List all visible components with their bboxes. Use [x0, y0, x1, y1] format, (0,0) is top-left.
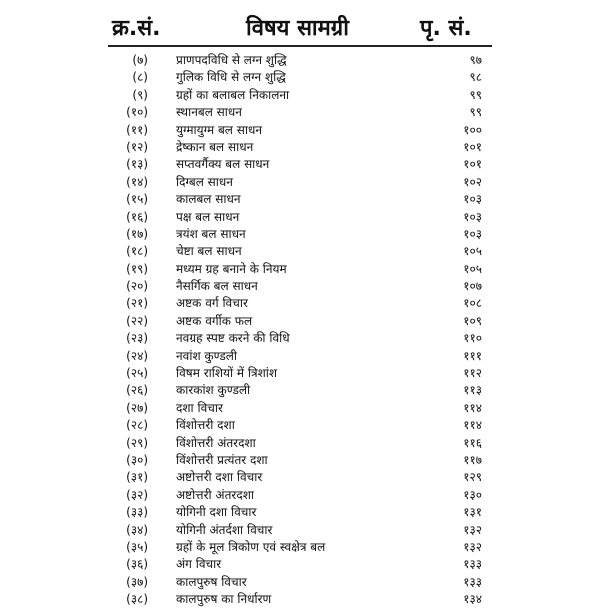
contents-list — [0, 52, 600, 609]
contents-row — [0, 104, 600, 121]
row-serial-number: (११) — [126, 122, 148, 137]
row-topic-title: नैसर्गिक बल साधन — [176, 279, 258, 294]
row-topic-title: विंशोत्तरी दशा — [176, 418, 235, 433]
row-page-number: १०३ — [463, 209, 482, 224]
row-page-number: १३२ — [463, 522, 482, 537]
row-page-number: १३० — [463, 487, 482, 502]
contents-row — [0, 382, 600, 399]
row-page-number: १३३ — [463, 557, 482, 572]
row-serial-number: (१५) — [126, 192, 148, 207]
row-page-number: ११२ — [463, 366, 482, 381]
contents-row — [0, 348, 600, 365]
row-serial-number: (१३) — [126, 157, 148, 172]
row-page-number: १०३ — [463, 192, 482, 207]
contents-row — [0, 400, 600, 417]
row-serial-number: (१६) — [126, 209, 148, 224]
row-topic-title: ग्रहों का बलाबल निकालना — [176, 87, 290, 102]
row-topic-title: नवांश कुण्डली — [176, 348, 237, 363]
row-page-number: १२९ — [463, 470, 482, 485]
row-serial-number: (२९) — [126, 435, 148, 450]
page-number-heading: पृ. सं. — [420, 16, 472, 41]
contents-row — [0, 261, 600, 278]
row-page-number: ११० — [463, 331, 482, 346]
row-topic-title: गुलिक विधि से लग्न शुद्धि — [176, 70, 286, 85]
row-topic-title: दिग्बल साधन — [176, 174, 233, 189]
row-topic-title: विषम राशियों में त्रिशांश — [176, 366, 278, 381]
row-page-number: ९९ — [469, 87, 482, 102]
row-topic-title: दशा विचार — [176, 400, 223, 415]
row-serial-number: (१२) — [126, 139, 148, 154]
row-serial-number: (२७) — [126, 400, 148, 415]
row-page-number: ९९ — [469, 105, 482, 120]
row-serial-number: (२०) — [126, 279, 148, 294]
row-page-number: ९८ — [469, 70, 482, 85]
row-topic-title: अष्टक वर्गीक फल — [176, 313, 253, 328]
row-serial-number: (३०) — [126, 452, 148, 467]
row-page-number: १०७ — [463, 279, 482, 294]
contents-row — [0, 139, 600, 156]
contents-row — [0, 574, 600, 591]
contents-row — [0, 191, 600, 208]
row-topic-title: चेष्टा बल साधन — [176, 244, 242, 259]
contents-row — [0, 556, 600, 573]
row-serial-number: (१४) — [126, 174, 148, 189]
row-topic-title: कालबल साधन — [176, 192, 241, 207]
row-page-number: १०३ — [463, 226, 482, 241]
row-topic-title: स्थानबल साधन — [176, 105, 242, 120]
row-page-number: ९७ — [469, 53, 482, 67]
row-topic-title: ग्रहों के मूल त्रिकोण एवं स्वक्षेत्र बल — [176, 539, 326, 554]
row-serial-number: (३५) — [126, 539, 148, 554]
contents-row — [0, 435, 600, 452]
row-serial-number: (१८) — [126, 244, 148, 259]
row-topic-title: योगिनी दशा विचार — [176, 505, 257, 520]
row-topic-title: योगिनी अंतर्दशा विचार — [176, 522, 273, 537]
header-divider — [108, 45, 492, 47]
contents-row — [0, 365, 600, 382]
row-topic-title: विंशोत्तरी प्रत्यंतर दशा — [176, 452, 268, 467]
row-page-number: ११४ — [463, 418, 482, 433]
row-page-number: १०० — [463, 122, 482, 137]
row-serial-number: (३७) — [126, 574, 148, 589]
row-serial-number: (१०) — [126, 105, 148, 120]
row-serial-number: (३३) — [126, 505, 148, 520]
subject-matter-heading: विषय सामग्री — [246, 16, 349, 41]
contents-row — [0, 122, 600, 139]
row-serial-number: (२८) — [126, 418, 148, 433]
row-page-number: १३२ — [463, 539, 482, 554]
contents-row — [0, 52, 600, 69]
contents-row — [0, 330, 600, 347]
row-topic-title: कालपुरुष का निर्धारण — [176, 592, 272, 607]
row-serial-number: (३२) — [126, 487, 148, 502]
row-topic-title: कालपुरुष विचार — [176, 574, 247, 589]
row-topic-title: नवग्रह स्पष्ट करने की विधि — [176, 331, 290, 346]
contents-row — [0, 243, 600, 260]
row-serial-number: (९) — [132, 87, 148, 102]
row-serial-number: (३८) — [126, 592, 148, 607]
row-topic-title: कारकांश कुण्डली — [176, 383, 251, 398]
row-topic-title: मध्यम ग्रह बनाने के नियम — [176, 261, 287, 276]
row-page-number: १३१ — [463, 505, 482, 520]
row-topic-title: अष्टक वर्ग विचार — [176, 296, 248, 311]
serial-number-heading: क्र.सं. — [112, 16, 161, 41]
row-serial-number: (३४) — [126, 522, 148, 537]
row-page-number: ११७ — [463, 452, 482, 467]
contents-row — [0, 174, 600, 191]
row-page-number: १०५ — [463, 244, 482, 259]
contents-row — [0, 209, 600, 226]
row-topic-title: विंशोत्तरी अंतरदशा — [176, 435, 256, 450]
row-page-number: १०१ — [463, 157, 482, 172]
row-page-number: ११४ — [463, 400, 482, 415]
row-topic-title: अष्टोत्तरी दशा विचार — [176, 470, 263, 485]
contents-row — [0, 156, 600, 173]
row-page-number: १०९ — [463, 313, 482, 328]
row-serial-number: (२५) — [126, 366, 148, 381]
contents-row — [0, 487, 600, 504]
contents-row — [0, 452, 600, 469]
row-page-number: १३४ — [463, 592, 482, 607]
row-page-number: १०२ — [463, 174, 482, 189]
row-topic-title: अंग विचार — [176, 557, 222, 572]
contents-row — [0, 69, 600, 86]
row-serial-number: (२१) — [126, 296, 148, 311]
row-serial-number: (२२) — [126, 313, 148, 328]
row-serial-number: (२४) — [126, 348, 148, 363]
contents-row — [0, 295, 600, 312]
row-topic-title: युग्मायुग्म बल साधन — [176, 122, 263, 137]
row-serial-number: (३१) — [126, 470, 148, 485]
row-page-number: १११ — [463, 348, 482, 363]
row-serial-number: (१७) — [126, 226, 148, 241]
contents-row — [0, 313, 600, 330]
row-page-number: १०१ — [463, 139, 482, 154]
row-topic-title: पक्ष बल साधन — [176, 209, 240, 224]
contents-row — [0, 417, 600, 434]
contents-row — [0, 278, 600, 295]
contents-header — [0, 10, 600, 44]
row-page-number: १०५ — [463, 261, 482, 276]
row-serial-number: (२६) — [126, 383, 148, 398]
contents-row — [0, 522, 600, 539]
contents-row — [0, 226, 600, 243]
contents-row — [0, 87, 600, 104]
row-topic-title: द्रेष्कान बल साधन — [176, 139, 254, 154]
row-topic-title: त्रयंश बल साधन — [176, 226, 246, 241]
row-topic-title: अष्टोत्तरी अंतरदशा — [176, 487, 254, 502]
row-page-number: ११३ — [463, 383, 482, 398]
contents-row — [0, 504, 600, 521]
row-page-number: ११६ — [463, 435, 482, 450]
row-serial-number: (१९) — [126, 261, 148, 276]
row-topic-title: सप्तवर्गैक्य बल साधन — [176, 157, 270, 172]
row-serial-number: (२३) — [126, 331, 148, 346]
row-page-number: १३३ — [463, 574, 482, 589]
contents-row — [0, 469, 600, 486]
row-serial-number: (७) — [132, 53, 148, 67]
row-topic-title: प्राणपदविधि से लग्न शुद्धि — [176, 53, 287, 67]
row-page-number: १०८ — [463, 296, 482, 311]
row-serial-number: (३६) — [126, 557, 148, 572]
contents-row — [0, 539, 600, 556]
row-serial-number: (८) — [132, 70, 148, 85]
